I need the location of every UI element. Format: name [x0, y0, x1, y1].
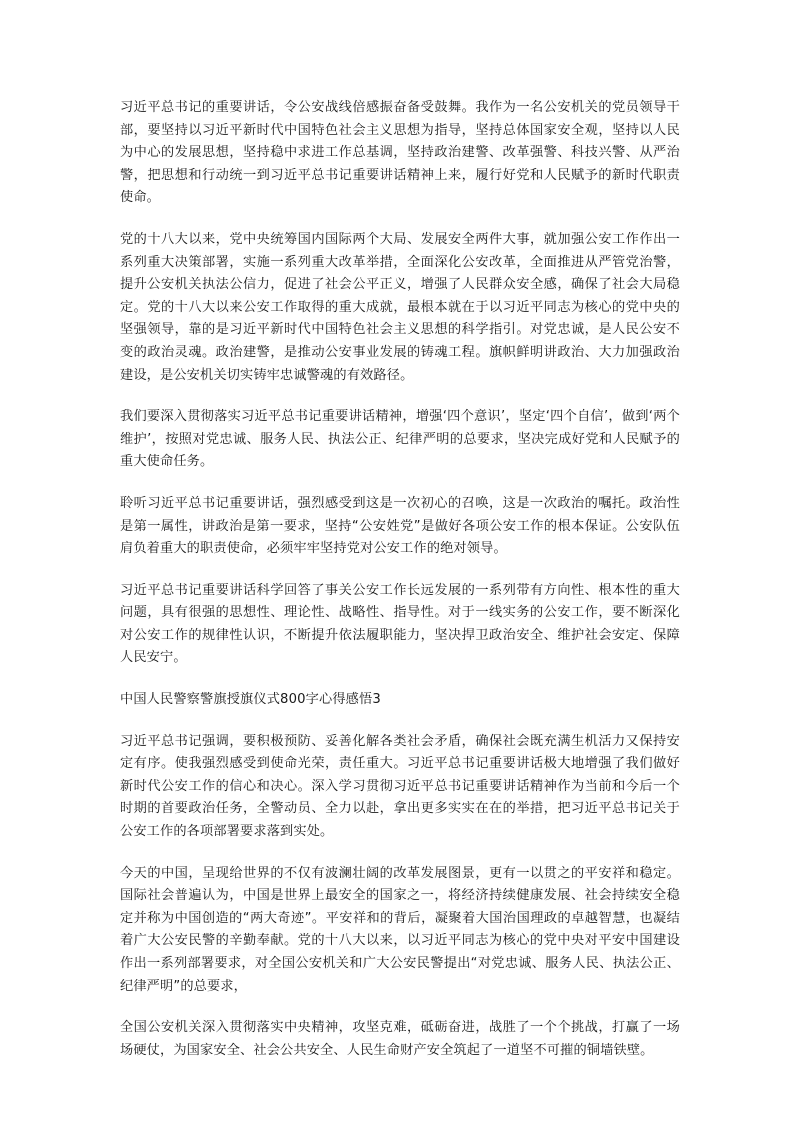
paragraph-7: 今天的中国，呈现给世界的不仅有波澜壮阔的改革发展图景，更有一以贯之的平安祥和稳定。国际社会普遍认为，中国是世界上最安全的国家之一，将经济持续健康发展、社会持续安全稳定并称为中国创造的“两大奇迹”。平安祥和的背后，凝聚着大国治国理政的卓越智慧，也凝结着广大公安民警的辛勤奉献。党的十八大以来，以习近平同志为核心的党中央对平安中国建设作出一系列部署要求，对全国公安机关和广大公安民警提出“对党忠诚、服务人民、执法公正、纪律严明”的总要求， [120, 865, 680, 994]
paragraph-2: 党的十八大以来，党中央统筹国内国际两个大局、发展安全两件大事，就加强公安工作作出一系列重大决策部署，实施一系列重大改革举措，全面深化公安改革，全面推进从严管党治警，提升公安机关执法公信力，促进了社会公平正义，增强了人民群众安全感，确保了社会大局稳定。党的十八大以来公安工作取得的重大成就，最根本就在于以习近平同志为核心的党中央的坚强领导，靠的是习近平新时代中国特色社会主义思想的科学指引。对党忠诚，是人民公安不变的政治灵魂。政治建警，是推动公安事业发展的铸魂工程。旗帜鲜明讲政治、大力加强政治建设，是公安机关切实铸牢忠诚警魂的有效路径。 [120, 231, 680, 383]
paragraph-4: 聆听习近平总书记重要讲话，强烈感受到这是一次初心的召唤，这是一次政治的嘱托。政治性是第一属性，讲政治是第一要求，坚持“公安姓党”是做好各项公安工作的根本保证。公安队伍肩负着重大的职责使命，必须牢牢坚持党对公安工作的绝对领导。 [120, 495, 680, 557]
document-body [120, 97, 680, 1062]
paragraph-3: 我们要深入贯彻落实习近平总书记重要讲话精神，增强‘四个意识’，坚定‘四个自信’，做到‘两个维护’，按照对党忠诚、服务人民、执法公正、纪律严明的总要求，坚决完成好党和人民赋予的重大使命任务。 [120, 409, 680, 470]
paragraph-1: 习近平总书记的重要讲话，令公安战线倍感振奋备受鼓舞。我作为一名公安机关的党员领导干部，要坚持以习近平新时代中国特色社会主义思想为指导，坚持总体国家安全观，坚持以人民为中心的发展思想，坚持稳中求进工作总基调，坚持政治建警、改革强警、科技兴警、从严治警，把思想和行动统一到习近平总书记重要讲话精神上来，履行好党和人民赋予的新时代职责使命。 [120, 100, 680, 206]
section-heading: 中国人民警察警旗授旗仪式800字心得感悟3 [120, 692, 381, 708]
paragraph-8: 全国公安机关深入贯彻落实中央精神，攻坚克难，砥砺奋进，战胜了一个个挑战，打赢了一场场硬仗，为国家安全、社会公共安全、人民生命财产安全筑起了一道坚不可摧的铜墙铁壁。 [120, 1020, 680, 1058]
paragraph-5: 习近平总书记重要讲话科学回答了事关公安工作长远发展的一系列带有方向性、根本性的重大问题，具有很强的思想性、理论性、战略性、指导性。对于一线实务的公安工作，要不断深化对公安工作的规律性认识，不断提升依法履职能力，坚决捍卫政治安全、维护社会安定、保障人民安宁。 [120, 582, 680, 666]
paragraph-6: 习近平总书记强调，要积极预防、妥善化解各类社会矛盾，确保社会既充满生机活力又保持安定有序。使我强烈感受到使命光荣，责任重大。习近平总书记重要讲话极大地增强了我们做好新时代公安工作的信心和决心。深入学习贯彻习近平总书记重要讲话精神作为当前和今后一个时期的首要政治任务，全警动员、全力以赴，拿出更多实实在在的举措，把习近平总书记关于公安工作的各项部署要求落到实处。 [120, 733, 680, 840]
